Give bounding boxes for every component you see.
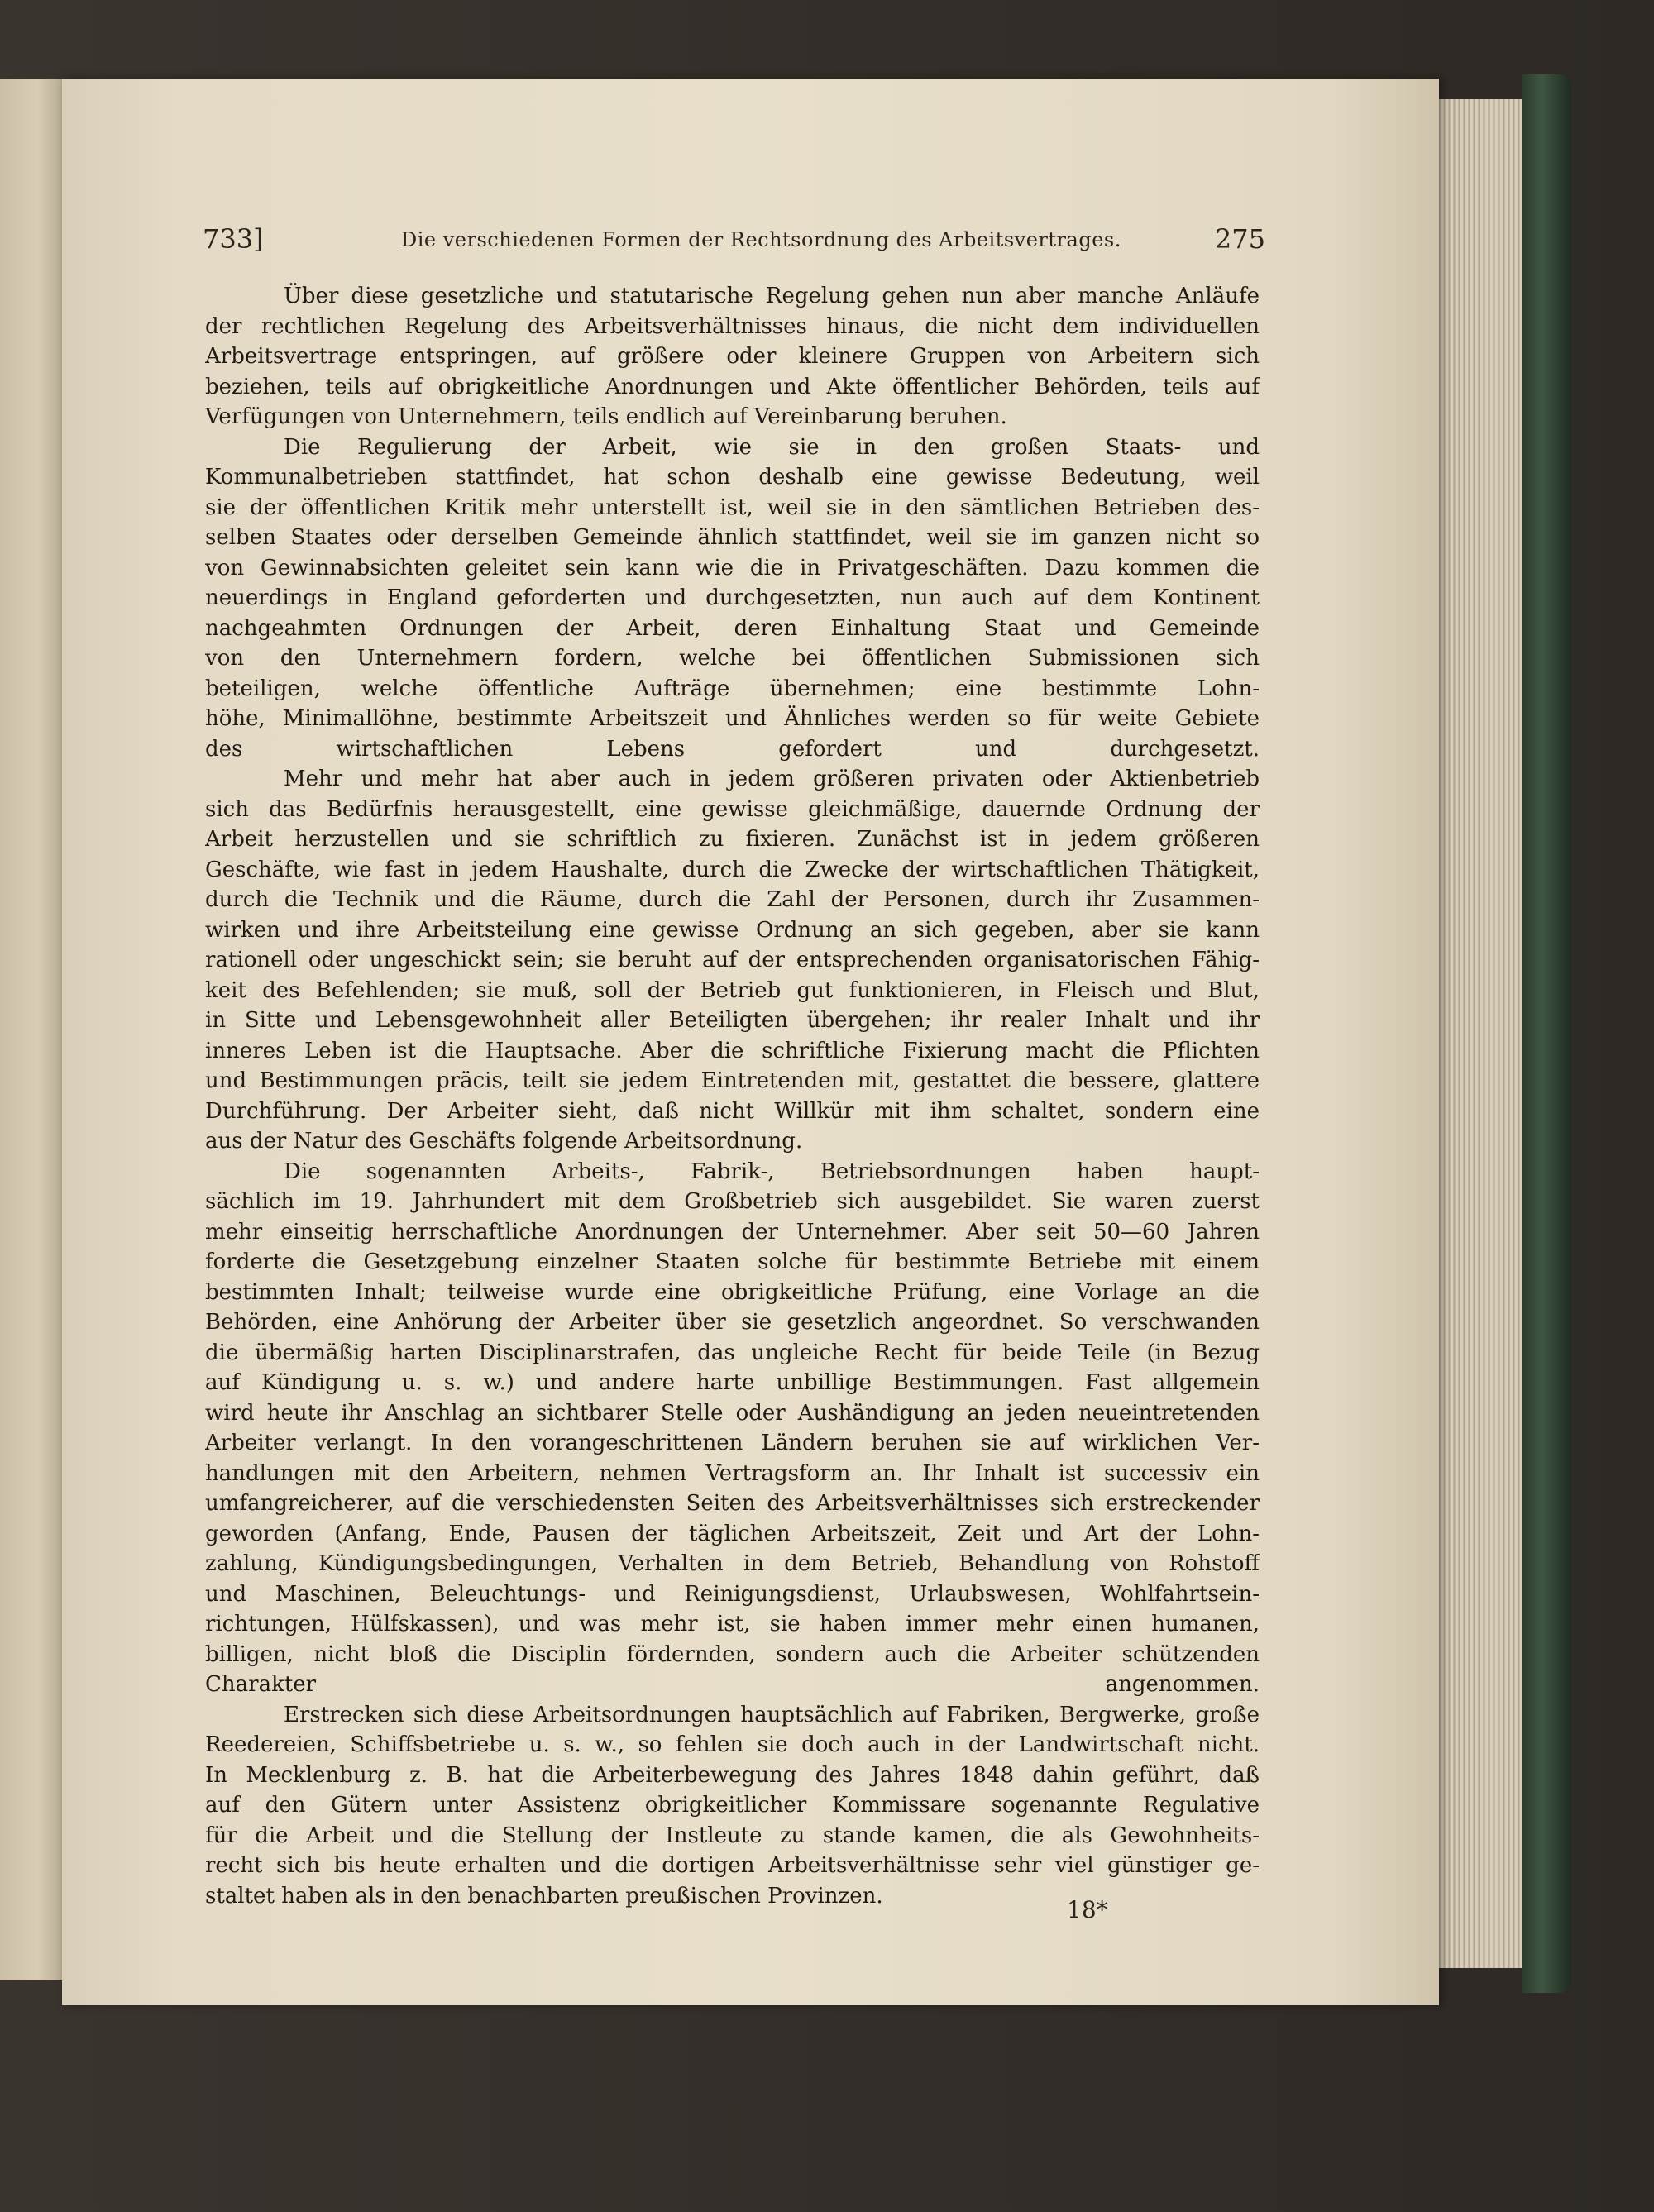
- text-line: sich das Bedürfnis herausgestellt, eine gewisse gleichmäßige, dauernde Ordnung der: [205, 796, 1260, 822]
- text-line: beziehen, teils auf obrigkeitliche Anordnungen und Akte öffentlicher Behörden, teils auf: [205, 374, 1260, 399]
- text-line: Verfügungen von Unternehmern, teils endlich auf Vereinbarung beruhen.: [205, 404, 1007, 429]
- signature-mark: 18*: [1067, 1896, 1108, 1923]
- text-line: für die Arbeit und die Stellung der Instleute zu stande kamen, die als Gewohnheits-: [205, 1823, 1260, 1848]
- text-line: inneres Leben ist die Hauptsache. Aber die schriftliche Fixierung macht die Pflichten: [205, 1038, 1260, 1063]
- text-line: Charakter angenommen.: [205, 1672, 1260, 1697]
- text-line: Arbeiter verlangt. In den vorangeschrittenen Ländern beruhen sie auf wirklichen Ver-: [205, 1431, 1260, 1455]
- text-line: neuerdings in England geforderten und durchgesetzten, nun auch auf dem Kontinent: [205, 585, 1260, 610]
- text-line: Arbeit herzustellen und sie schriftlich zu fixieren. Zunächst ist in jedem größeren: [205, 827, 1260, 852]
- text-line: richtungen, Hülfskassen), und was mehr ist, sie haben immer mehr einen humanen,: [205, 1612, 1260, 1636]
- text-line: Kommunalbetrieben stattfindet, hat schon deshalb eine gewisse Bedeutung, weil: [205, 465, 1260, 490]
- text-line: in Sitte und Lebensgewohnheit aller Beteiligten übergehen; ihr realer Inhalt und ihr: [205, 1008, 1260, 1033]
- text-line: beteiligen, welche öffentliche Aufträge übernehmen; eine bestimmte Lohn-: [205, 676, 1260, 701]
- text-line: geworden (Anfang, Ende, Pausen der täglichen Arbeitszeit, Zeit und Art der Lohn-: [205, 1521, 1260, 1546]
- text-line: Reedereien, Schiffsbetriebe u. s. w., so fehlen sie doch auch in der Landwirtschaft nicht.: [205, 1732, 1260, 1757]
- text-line: Die sogenannten Arbeits-, Fabrik-, Betriebsordnungen haben haupt-: [284, 1159, 1260, 1184]
- text-line: In Mecklenburg z. B. hat die Arbeiterbewegung des Jahres 1848 dahin geführt, daß: [205, 1762, 1260, 1788]
- text-line: und Maschinen, Beleuchtungs- und Reinigungsdienst, Urlaubswesen, Wohlfahrtsein-: [205, 1581, 1260, 1607]
- text-line: auf den Gütern unter Assistenz obrigkeitlicher Kommissare sogenannte Regulative: [205, 1793, 1260, 1818]
- text-line: aus der Natur des Geschäfts folgende Arbeitsordnung.: [205, 1129, 803, 1154]
- text-line: höhe, Minimallöhne, bestimmte Arbeitszeit und Ähnliches werden so für weite Gebiete: [205, 706, 1260, 731]
- text-line: Behörden, eine Anhörung der Arbeiter über sie gesetzlich angeordnet. So verschwanden: [205, 1310, 1260, 1335]
- text-line: rationell oder ungeschickt sein; sie beruht auf der entsprechenden organisatorischen Fähig-: [205, 948, 1260, 972]
- text-line: Erstrecken sich diese Arbeitsordnungen hauptsächlich auf Fabriken, Bergwerke, große: [284, 1702, 1260, 1727]
- text-line: wird heute ihr Anschlag an sichtbarer Stelle oder Aushändigung an jeden neueintretenden: [205, 1400, 1260, 1426]
- text-line: auf Kündigung u. s. w.) und andere harte unbillige Bestimmungen. Fast allgemein: [205, 1370, 1260, 1395]
- text-line: Die Regulierung der Arbeit, wie sie in den großen Staats- und: [284, 434, 1260, 460]
- text-line: mehr einseitig herrschaftliche Anordnungen der Unternehmer. Aber seit 50—60 Jahren: [205, 1219, 1260, 1245]
- left-page-edge: [0, 79, 62, 1980]
- text-line: des wirtschaftlichen Lebens gefordert und durchgesetzt.: [205, 736, 1260, 762]
- text-line: recht sich bis heute erhalten und die dortigen Arbeitsverhältnisse sehr viel günstiger ge-: [205, 1853, 1260, 1878]
- text-line: sie der öffentlichen Kritik mehr unterstellt ist, weil sie in den sämtlichen Betrieben des-: [205, 494, 1260, 520]
- text-line: bestimmten Inhalt; teilweise wurde eine obrigkeitliche Prüfung, eine Vorlage an die: [205, 1279, 1260, 1305]
- text-line: Durchführung. Der Arbeiter sieht, daß nicht Willkür mit ihm schaltet, sondern eine: [205, 1098, 1260, 1124]
- text-line: staltet haben als in den benachbarten preußischen Provinzen.: [205, 1883, 883, 1909]
- text-line: keit des Befehlenden; sie muß, soll der Betrieb gut funktionieren, in Fleisch und Blut,: [205, 977, 1260, 1003]
- text-line: Mehr und mehr hat aber auch in jedem größeren privaten oder Aktienbetrieb: [284, 767, 1260, 791]
- running-title: Die verschiedenen Formen der Rechtsordnung des Arbeitsvertrages.: [401, 228, 1121, 251]
- body-text: [205, 281, 1260, 1911]
- text-line: Über diese gesetzliche und statutarische Regelung gehen nun aber manche Anläufe: [284, 284, 1260, 308]
- page-number: 275: [1214, 223, 1265, 255]
- text-line: wirken und ihre Arbeitsteilung eine gewisse Ordnung an sich gegeben, aber sie kann: [205, 917, 1260, 943]
- page-header: [203, 223, 1265, 256]
- book-cover-edge: [1522, 74, 1571, 1993]
- text-line: handlungen mit den Arbeitern, nehmen Vertragsform an. Ihr Inhalt ist successiv ein: [205, 1460, 1260, 1486]
- text-line: durch die Technik und die Räume, durch die Zahl der Personen, durch ihr Zusammen-: [205, 887, 1260, 912]
- section-number: 733]: [203, 223, 264, 255]
- text-line: selben Staates oder derselben Gemeinde ähnlich stattfindet, weil sie im ganzen nicht so: [205, 525, 1260, 550]
- text-line: billigen, nicht bloß die Disciplin fördernden, sondern auch die Arbeiter schützenden: [205, 1641, 1260, 1667]
- text-line: nachgeahmten Ordnungen der Arbeit, deren Einhaltung Staat und Gemeinde: [205, 615, 1260, 641]
- text-line: von den Unternehmern fordern, welche bei öffentlichen Submissionen sich: [205, 646, 1260, 671]
- text-line: umfangreicherer, auf die verschiedensten Seiten des Arbeitsverhältnisses sich erstreckender: [205, 1491, 1260, 1516]
- text-line: die übermäßig harten Disciplinarstrafen, das ungleiche Recht für beide Teile (in Bezug: [205, 1340, 1260, 1365]
- text-line: der rechtlichen Regelung des Arbeitsverhältnisses hinaus, die nicht dem individuellen: [205, 313, 1260, 339]
- text-line: sächlich im 19. Jahrhundert mit dem Großbetrieb sich ausgebildet. Sie waren zuerst: [205, 1189, 1260, 1214]
- text-line: Geschäfte, wie fast in jedem Haushalte, durch die Zwecke der wirtschaftlichen Thätigkeit,: [205, 857, 1260, 882]
- text-line: Arbeitsvertrage entspringen, auf größere oder kleinere Gruppen von Arbeitern sich: [205, 344, 1260, 369]
- text-line: forderte die Gesetzgebung einzelner Staaten solche für bestimmte Betriebe mit einem: [205, 1249, 1260, 1274]
- text-line: und Bestimmungen präcis, teilt sie jedem Eintretenden mit, gestattet die bessere, glattere: [205, 1068, 1260, 1093]
- text-line: zahlung, Kündigungsbedingungen, Verhalten in dem Betrieb, Behandlung von Rohstoff: [205, 1551, 1260, 1576]
- text-line: von Gewinnabsichten geleitet sein kann wie die in Privatgeschäften. Dazu kommen die: [205, 555, 1260, 580]
